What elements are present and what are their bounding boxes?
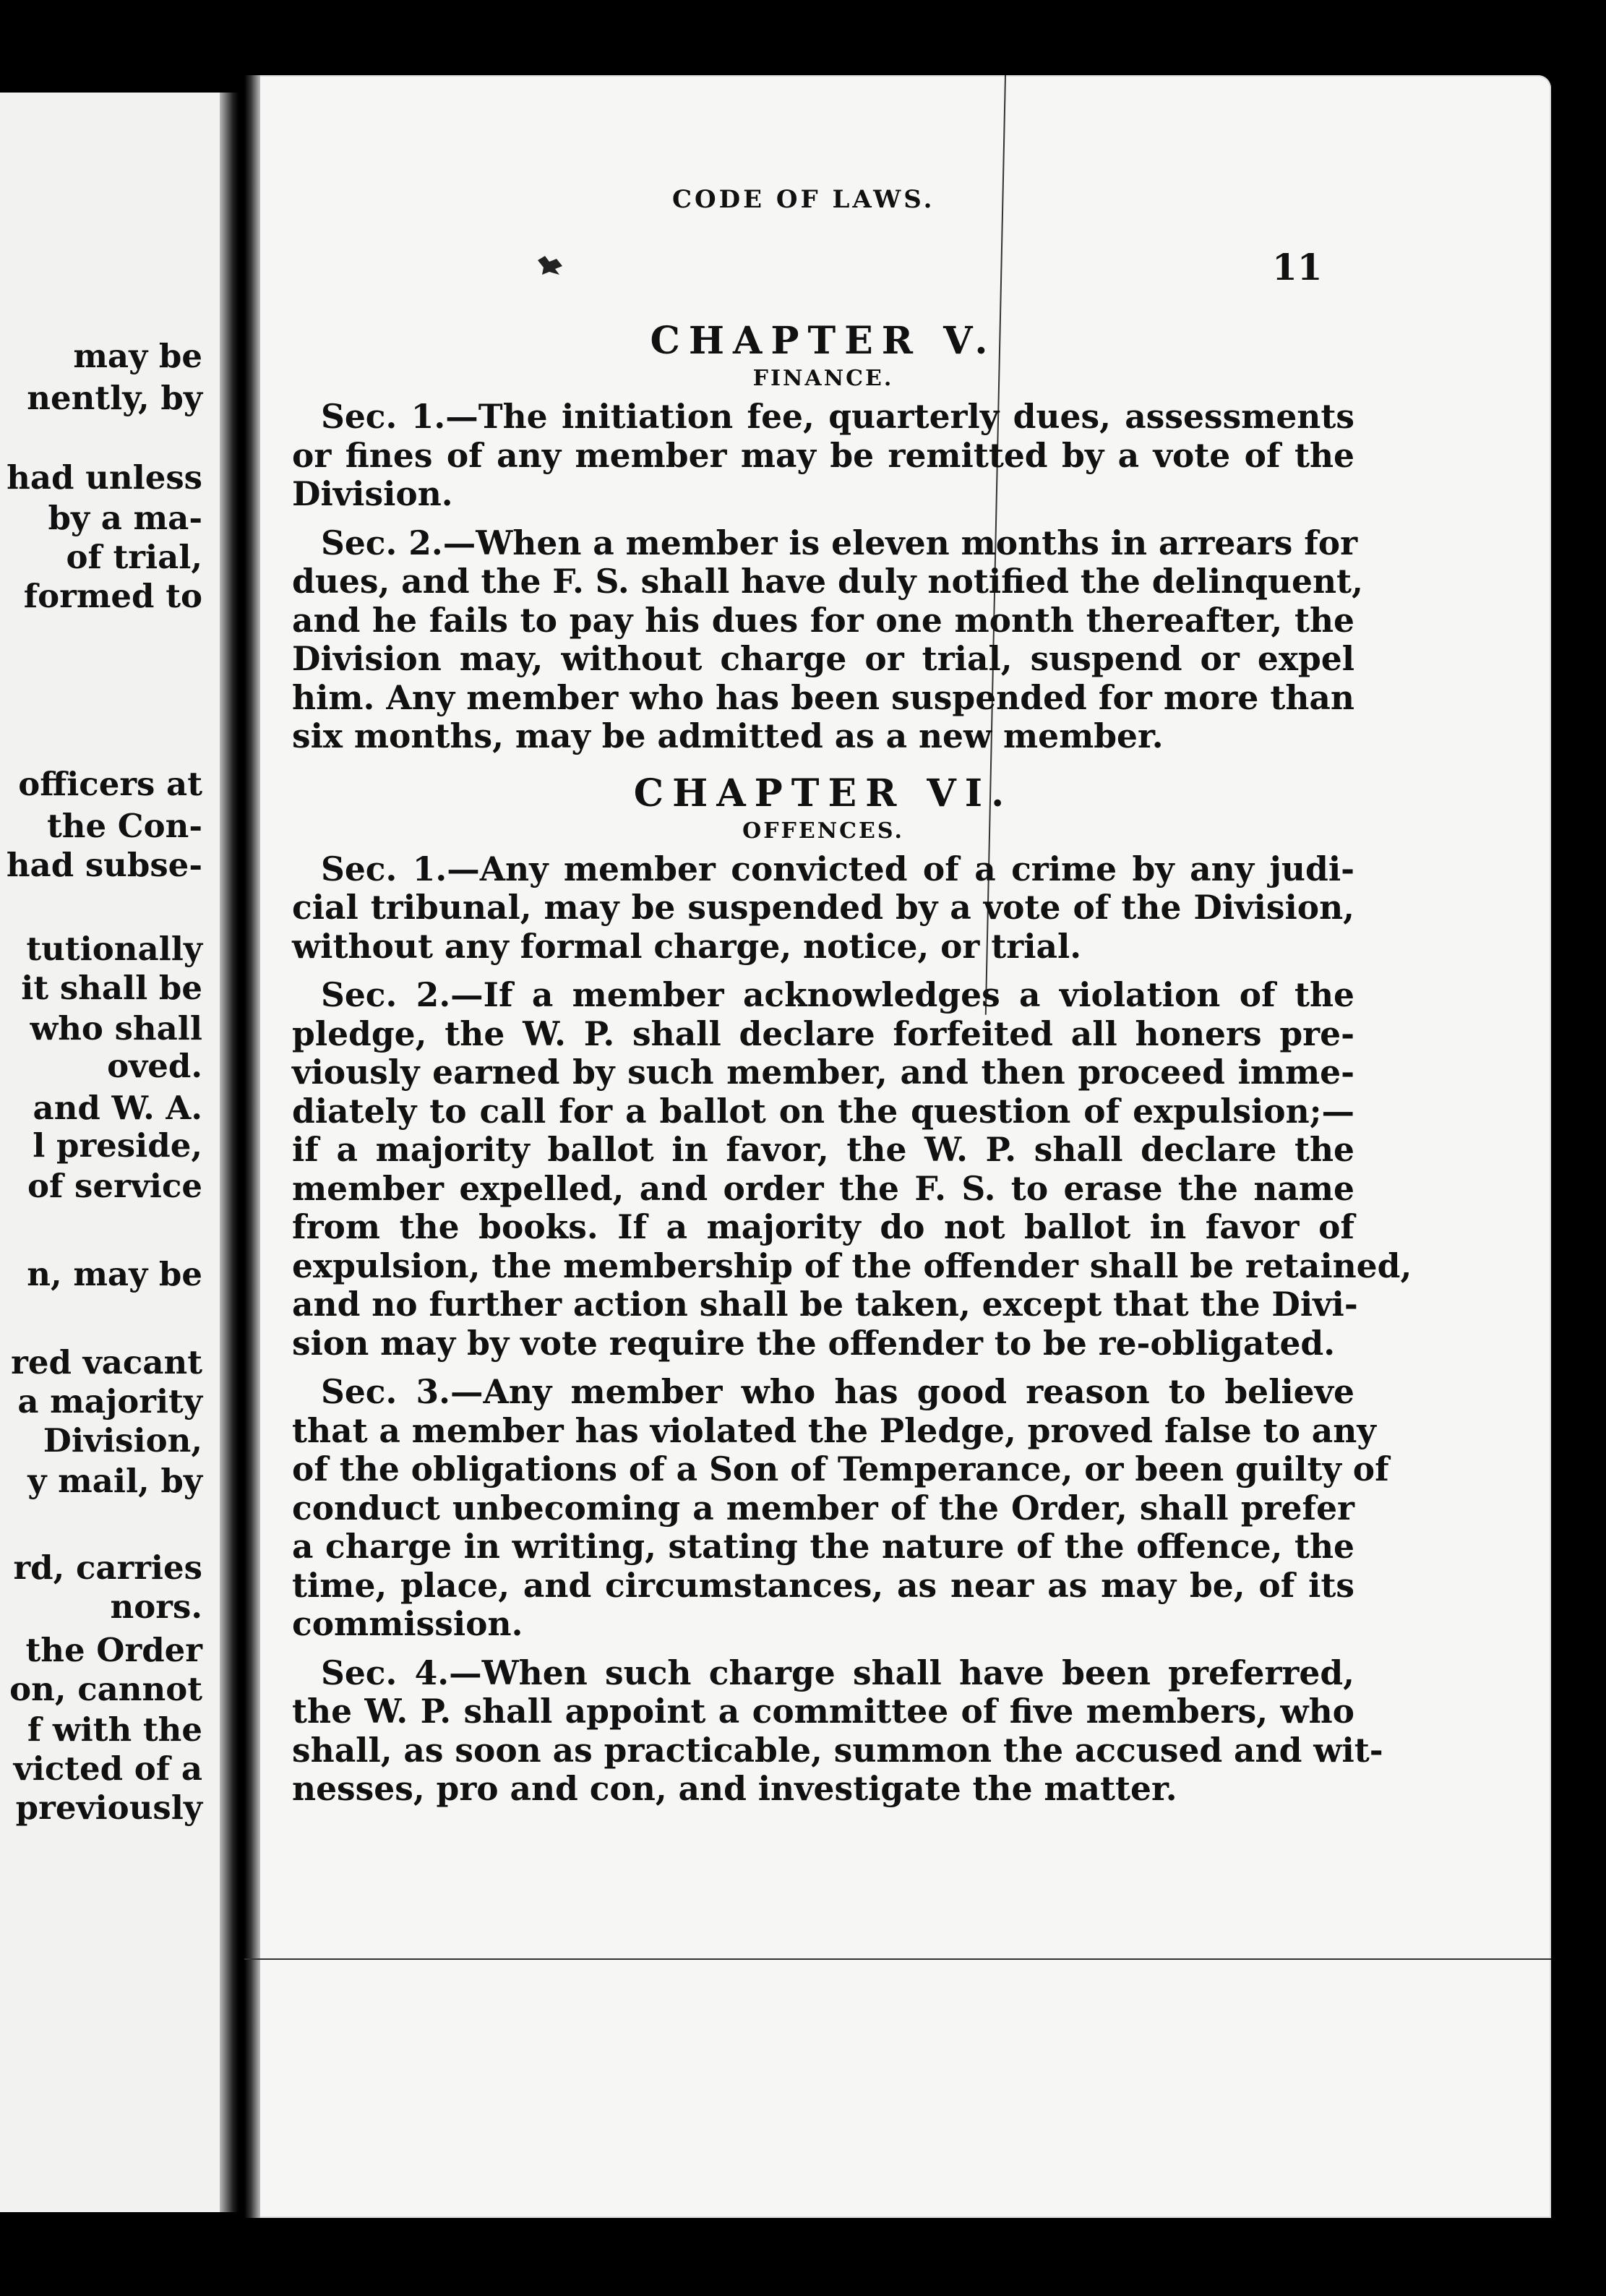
section-paragraph [292, 975, 1412, 1363]
scan-fold-line [244, 1958, 1551, 1960]
text-line: shall, as soon as practicable, summon the accused and wit- [292, 1730, 1383, 1770]
chapter-5-sections [292, 397, 1363, 756]
left-page-line: may be [73, 337, 202, 375]
text-line: and no further action shall be taken, except that the Divi- [292, 1285, 1358, 1324]
text-line: viously earned by such member, and then proceed imme- [292, 1053, 1354, 1092]
page-gutter [244, 75, 260, 2218]
section-paragraph [292, 1653, 1383, 1809]
left-page-line: tutionally [26, 930, 202, 968]
left-page-line: red vacant [11, 1343, 202, 1382]
left-page-line: by a ma- [48, 499, 202, 537]
left-page-line: nently, by [27, 379, 202, 417]
text-line: sion may by vote require the offender to be re-obligated. [292, 1323, 1336, 1363]
text-line: dues, and the F. S. shall have duly notified the delinquent, [292, 562, 1363, 601]
page-number: 11 [1272, 246, 1323, 288]
left-page-line: and W. A. [33, 1089, 202, 1127]
text-line: the W. P. shall appoint a committee of five members, who [292, 1692, 1354, 1731]
section-paragraph [292, 523, 1363, 756]
text-line: pledge, the W. P. shall declare forfeited all honers pre- [292, 1014, 1354, 1053]
left-page-line: it shall be [21, 969, 202, 1007]
text-line: six months, may be admitted as a new member. [292, 716, 1164, 755]
text-line: commission. [292, 1604, 523, 1643]
text-line: diately to call for a ballot on the question of expulsion;— [292, 1091, 1354, 1131]
left-page-line: y mail, by [27, 1462, 202, 1500]
left-facing-page [0, 93, 239, 2212]
text-line: cial tribunal, may be suspended by a vote of the Division, [292, 888, 1354, 927]
section-paragraph [292, 850, 1354, 967]
left-page-line: Division, [43, 1421, 202, 1460]
chapter-heading: CHAPTER VI. [633, 771, 1013, 815]
text-line: Division may, without charge or trial, suspend or expel [292, 639, 1354, 678]
text-line: Sec. 3.—Any member who has good reason to believe [321, 1372, 1354, 1411]
text-line: Division. [292, 474, 453, 513]
text-line: Sec. 1.—Any member convicted of a crime by any judi- [321, 849, 1354, 888]
text-line: without any formal charge, notice, or trial. [292, 926, 1082, 966]
text-line: from the books. If a majority do not ballot in favor of [292, 1207, 1354, 1246]
chapter-subheading: FINANCE. [752, 366, 894, 391]
text-line: member expelled, and order the F. S. to erase the name [292, 1168, 1354, 1208]
page-fold [220, 93, 239, 2212]
section-paragraph [292, 1372, 1389, 1644]
left-page-line: previously [15, 1789, 202, 1827]
left-page-line: had unless [7, 458, 202, 497]
chapter-heading: CHAPTER V. [650, 319, 997, 363]
text-line: or fines of any member may be remitted by a vote of the [292, 435, 1354, 475]
left-page-line: l preside, [33, 1126, 202, 1165]
left-page-line: a majority [17, 1382, 202, 1421]
left-page-line: officers at [18, 765, 202, 803]
text-line: Sec. 1.—The initiation fee, quarterly dues, assessments [321, 397, 1354, 436]
text-line: expulsion, the membership of the offender shall be retained, [292, 1246, 1412, 1285]
text-line: Sec. 4.—When such charge shall have been preferred, [321, 1653, 1354, 1692]
left-page-line: oved. [107, 1047, 202, 1085]
chapter-6-sections [292, 849, 1412, 1809]
text-line: him. Any member who has been suspended for more than [292, 677, 1354, 717]
text-line: and he fails to pay his dues for one month thereafter, the [292, 600, 1354, 640]
text-line: time, place, and circumstances, as near as may be, of its [292, 1565, 1354, 1605]
left-page-line: rd, carries [13, 1548, 202, 1587]
left-page-line: of service [27, 1167, 202, 1205]
text-line: conduct unbecoming a member of the Order, shall prefer [292, 1488, 1354, 1528]
text-line: Sec. 2.—If a member acknowledges a violation of the [321, 975, 1354, 1014]
chapter-6 [292, 771, 1412, 1809]
section-paragraph [292, 398, 1354, 514]
left-page-line: n, may be [27, 1255, 202, 1293]
left-page-line: who shall [30, 1009, 202, 1048]
left-page-line: formed to [23, 577, 202, 615]
text-column [292, 318, 1412, 1819]
left-page-line: had subse- [6, 846, 202, 884]
text-line: nesses, pro and con, and investigate the matter. [292, 1769, 1177, 1808]
left-page-line: f with the [27, 1710, 202, 1749]
left-page-line: the Con- [46, 807, 202, 845]
left-page-line: victed of a [13, 1749, 202, 1788]
text-line: if a majority ballot in favor, the W. P. shall declare the [292, 1130, 1354, 1169]
running-head [434, 185, 1084, 228]
text-line: of the obligations of a Son of Temperance, or been guilty of [292, 1449, 1389, 1488]
text-line: that a member has violated the Pledge, proved false to any [292, 1410, 1376, 1450]
running-title: CODE OF LAWS. [672, 185, 935, 214]
left-page-line: the Order [25, 1631, 202, 1669]
text-line: Sec. 2.—When a member is eleven months in arrears for [321, 523, 1358, 562]
ink-blot-icon [535, 253, 565, 278]
chapter-subheading: OFFENCES. [742, 818, 904, 844]
left-page-line: on, cannot [9, 1670, 202, 1708]
chapter-5 [292, 318, 1363, 756]
text-line: a charge in writing, stating the nature of the offence, the [292, 1527, 1354, 1566]
left-page-line: nors. [110, 1588, 202, 1626]
left-page-line: of trial, [66, 538, 202, 576]
